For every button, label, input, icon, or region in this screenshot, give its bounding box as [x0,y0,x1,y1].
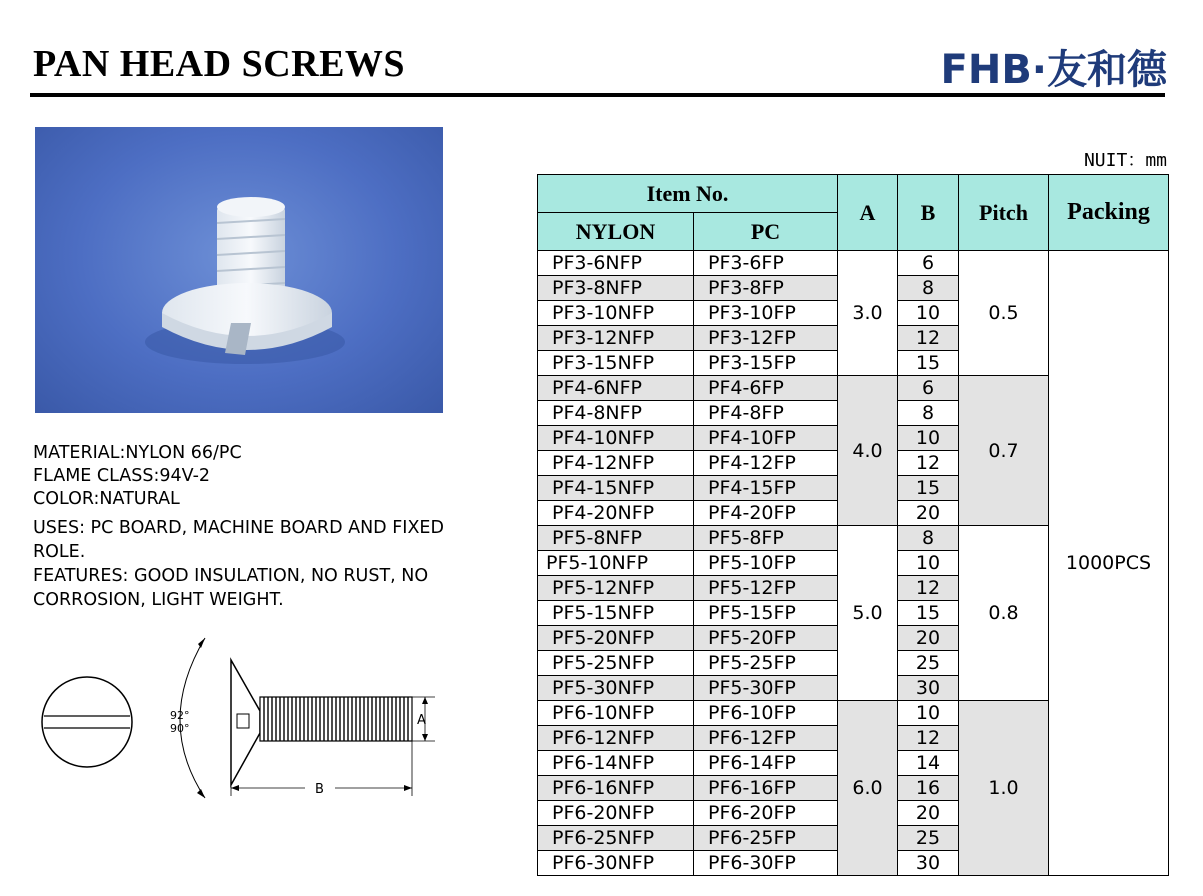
nylon-cell: PF4-10NFP [538,426,694,451]
page-title: PAN HEAD SCREWS [33,43,406,85]
pc-cell: PF6-10FP [694,701,838,726]
pitch-cell: 0.8 [959,526,1049,701]
pc-cell: PF3-15FP [694,351,838,376]
pc-cell: PF5-10FP [694,551,838,576]
pc-cell: PF6-14FP [694,751,838,776]
pc-cell: PF5-30FP [694,676,838,701]
pc-cell: PF5-20FP [694,626,838,651]
technical-drawing [35,630,435,809]
header-pc: PC [694,213,838,251]
dimension-a-label: A [417,713,426,728]
b-cell: 16 [898,776,959,801]
pc-cell: PF3-6FP [694,251,838,276]
nylon-cell: PF4-15NFP [538,476,694,501]
pc-cell: PF3-8FP [694,276,838,301]
pc-cell: PF6-25FP [694,826,838,851]
pc-cell: PF4-20FP [694,501,838,526]
b-cell: 8 [898,401,959,426]
header-pitch: Pitch [959,175,1049,251]
b-cell: 10 [898,701,959,726]
uses-features [33,516,463,612]
b-cell: 30 [898,851,959,876]
b-cell: 6 [898,376,959,401]
nylon-cell: PF5-25NFP [538,651,694,676]
b-cell: 8 [898,276,959,301]
pc-cell: PF5-8FP [694,526,838,551]
header-item-no: Item No. [538,175,838,213]
header-packing: Packing [1049,175,1169,251]
nylon-cell: PF6-30NFP [538,851,694,876]
angle-label-90: 90° [170,722,190,735]
b-cell: 6 [898,251,959,276]
nylon-cell: PF3-10NFP [538,301,694,326]
table-row [538,251,1169,276]
brand-logo: FHB·友和德 [940,47,1167,93]
pc-cell: PF5-12FP [694,576,838,601]
b-cell: 25 [898,651,959,676]
nylon-cell: PF3-12NFP [538,326,694,351]
pc-cell: PF5-25FP [694,651,838,676]
b-cell: 20 [898,626,959,651]
nylon-cell: PF5-30NFP [538,676,694,701]
nylon-cell: PF6-20NFP [538,801,694,826]
spec-table [537,174,1169,876]
nylon-cell: PF6-10NFP [538,701,694,726]
b-cell: 14 [898,751,959,776]
nylon-cell: PF6-14NFP [538,751,694,776]
nylon-cell: PF5-12NFP [538,576,694,601]
pitch-cell: 0.5 [959,251,1049,376]
b-cell: 15 [898,351,959,376]
pc-cell: PF6-20FP [694,801,838,826]
b-cell: 10 [898,426,959,451]
spec-table-body [538,251,1169,876]
a-cell: 6.0 [838,701,898,876]
b-cell: 25 [898,826,959,851]
unit-label: NUIT：mm [1083,150,1167,171]
nylon-cell: PF5-20NFP [538,626,694,651]
b-cell: 8 [898,526,959,551]
nylon-cell: PF3-15NFP [538,351,694,376]
b-cell: 15 [898,476,959,501]
pitch-cell: 1.0 [959,701,1049,876]
pc-cell: PF4-12FP [694,451,838,476]
nylon-cell: PF4-20NFP [538,501,694,526]
nylon-cell: PF6-16NFP [538,776,694,801]
pc-cell: PF3-12FP [694,326,838,351]
dimension-b-label: B [315,782,324,797]
b-cell: 15 [898,601,959,626]
pc-cell: PF4-8FP [694,401,838,426]
pc-cell: PF4-10FP [694,426,838,451]
nylon-cell: PF3-8NFP [538,276,694,301]
pc-cell: PF6-16FP [694,776,838,801]
flame-class-text: FLAME CLASS:94V-2 [33,466,211,486]
pc-cell: PF4-15FP [694,476,838,501]
pc-cell: PF6-30FP [694,851,838,876]
header-a: A [838,175,898,251]
b-cell: 10 [898,301,959,326]
b-cell: 12 [898,326,959,351]
b-cell: 12 [898,451,959,476]
pc-cell: PF4-6FP [694,376,838,401]
nylon-cell: PF4-12NFP [538,451,694,476]
packing-cell: 1000PCS [1049,251,1169,876]
nylon-cell: PF5-10NFP [538,551,694,576]
a-cell: 3.0 [838,251,898,376]
b-cell: 12 [898,576,959,601]
product-photo [35,127,443,413]
uses-text: USES: PC BOARD, MACHINE BOARD AND FIXED ROLE. [33,518,444,562]
b-cell: 12 [898,726,959,751]
angle-label-92: 92° [170,709,190,722]
pc-cell: PF3-10FP [694,301,838,326]
material-text: MATERIAL:NYLON 66/PC [33,443,242,463]
header-nylon: NYLON [538,213,694,251]
nylon-cell: PF6-12NFP [538,726,694,751]
pc-cell: PF5-15FP [694,601,838,626]
material-specs [33,442,242,511]
nylon-cell: PF4-6NFP [538,376,694,401]
b-cell: 30 [898,676,959,701]
features-text: FEATURES: GOOD INSULATION, NO RUST, NO CORROSION, LIGHT WEIGHT. [33,566,429,610]
pitch-cell: 0.7 [959,376,1049,526]
pc-cell: PF6-12FP [694,726,838,751]
nylon-cell: PF6-25NFP [538,826,694,851]
a-cell: 4.0 [838,376,898,526]
nylon-cell: PF5-15NFP [538,601,694,626]
b-cell: 20 [898,501,959,526]
nylon-cell: PF4-8NFP [538,401,694,426]
header-b: B [898,175,959,251]
b-cell: 20 [898,801,959,826]
b-cell: 10 [898,551,959,576]
header-divider [30,93,1165,97]
color-text: COLOR:NATURAL [33,489,180,509]
nylon-cell: PF3-6NFP [538,251,694,276]
nylon-cell: PF5-8NFP [538,526,694,551]
a-cell: 5.0 [838,526,898,701]
